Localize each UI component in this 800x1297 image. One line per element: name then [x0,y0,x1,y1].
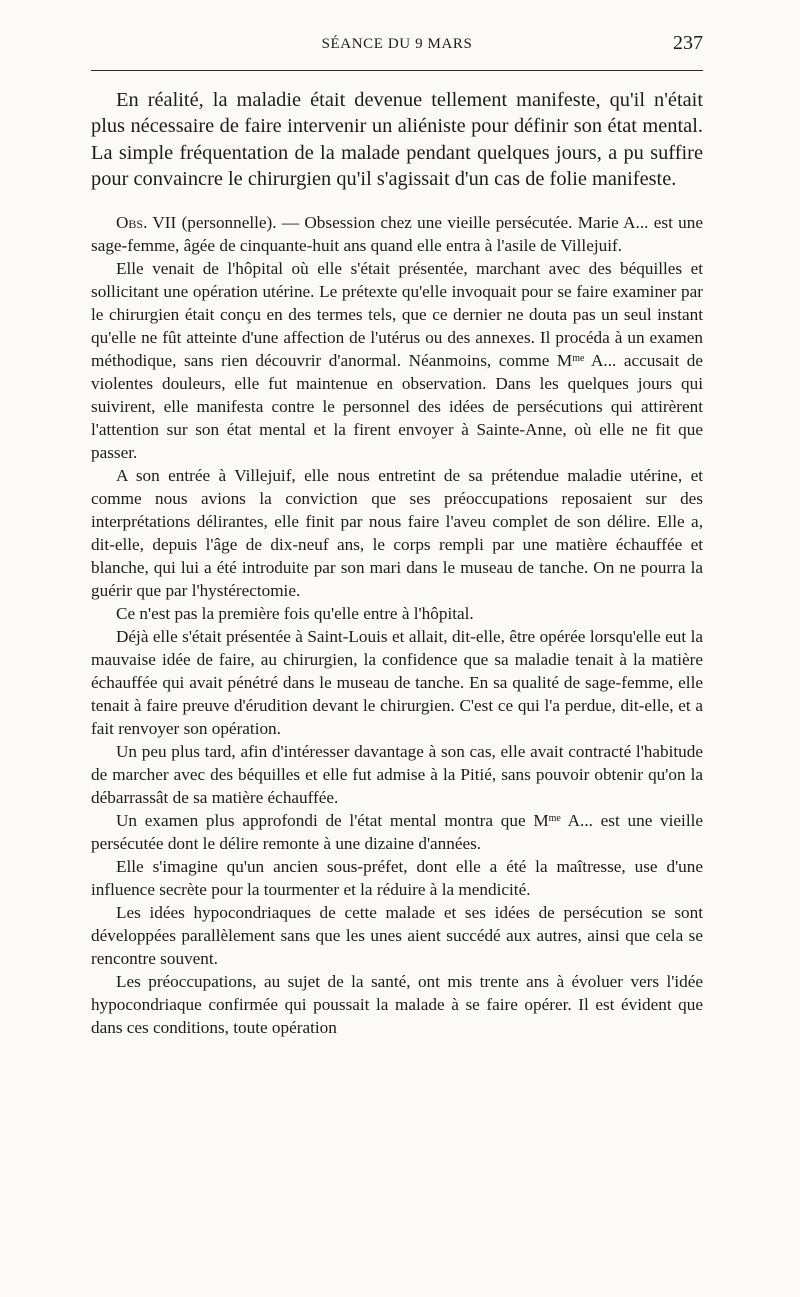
paragraph-1-part-a: Elle venait de l'hôpital où elle s'était présentée, marchant avec des béquilles et sollicitant une opération utérine. Le prétexte qu'elle invoquait pour se faire examiner par le chirurgien était conçu en des termes tels, que ce dernier ne douta pas un seul instant qu'elle ne fût atteinte d'une affection de l'utérus ou des annexes. Il procéda à un examen méthodique, sans rien découvrir d'anormal. Néanmoins, comme M [91,259,703,371]
book-page [91,30,703,1039]
paragraph-3: Ce n'est pas la première fois qu'elle entre à l'hôpital. [116,604,474,624]
paragraph-6-part-b: A... est une vieille persécutée dont le délire remonte à une dizaine d'années. [91,811,704,854]
intro-section [91,87,703,192]
paragraph-8: Les idées hypocondriaques de cette malade et ses idées de persécution se sont développées parallèlement sans que les unes aient succédé aux autres, ainsi que cela se rencontre souvent. [91,903,703,969]
observation-section [91,211,703,1039]
observation-label: Obs. VII [116,213,177,233]
paragraph-4: Déjà elle s'était présentée à Saint-Louis et allait, dit-elle, être opérée lorsqu'elle eut la mauvaise idée de faire, au chirurgien, la confidence que sa maladie tenait à la matière échauffée qui avait pénétré dans le museau de tanche. En sa qualité de sage-femme, elle tenait à faire preuve d'érudition devant le chirurgien. C'est ce qui l'a perdue, dit-elle, et a fait renvoyer son opération. [91,627,703,739]
paragraph-2: A son entrée à Villejuif, elle nous entretint de sa prétendue maladie utérine, et comme nous avions la conviction que ses préoccupations reposaient sur des interprétations délirantes, elle finit par nous faire l'aveu complet de son délire. Elle a, dit-elle, depuis l'âge de dix-neuf ans, le corps rempli par une matière échauffée et blanche, qui lui a été introduite par son mari dans le museau de tanche. On ne pourra la guérir que par l'hystérectomie. [91,466,703,601]
paragraph-7: Elle s'imagine qu'un ancien sous-préfet, dont elle a été la maîtresse, use d'une influence secrète pour la tourmenter et la réduire à la mendicité. [91,857,703,900]
paragraph-6-part-a: Un examen plus approfondi de l'état mental montra que M [116,811,549,831]
intro-paragraph: En réalité, la maladie était devenue tellement manifeste, qu'il n'était plus nécessaire de faire intervenir un aliéniste pour définir son état mental. La simple fréquentation de la malade pendant quelques jours, a pu suffire pour convaincre le chirurgien qu'il s'agissait d'un cas de folie manifeste. [91,89,703,190]
superscript-me: me [572,353,585,365]
paragraph-9: Les préoccupations, au sujet de la santé, ont mis trente ans à évoluer vers l'idée hypocondriaque confirmée qui poussait la malade à se faire opérer. Il est évident que dans ces conditions, toute opération [91,972,703,1038]
paragraph-1 [91,257,703,464]
observation-heading-text: (personnelle). — Obsession chez une vieille persécutée. Marie A... est une sage-femme, âgée de cinquante-huit ans quand elle entra à l'asile de Villejuif. [91,213,704,256]
superscript-me: me [548,813,561,825]
page-number: 237 [673,32,703,54]
running-head: SÉANCE DU 9 MARS [321,36,473,52]
paragraph-1-part-b: A... accusait de violentes douleurs, elle fut maintenue en observation. Dans les quelques jours qui suivirent, elle manifesta contre le personnel des idées de persécutions qui attirèrent l'attention sur son état mental et la firent envoyer à Sainte-Anne, où elle ne fit que passer. [91,351,703,463]
header-rule [91,70,703,71]
paragraph-6 [91,809,703,855]
observation-heading [91,211,703,257]
paragraph-5: Un peu plus tard, afin d'intéresser davantage à son cas, elle avait contracté l'habitude de marcher avec des béquilles et elle fut admise à la Pitié, sans pouvoir obtenir qu'on la débarrassât de sa matière échauffée. [91,742,703,808]
page-header [91,30,703,64]
